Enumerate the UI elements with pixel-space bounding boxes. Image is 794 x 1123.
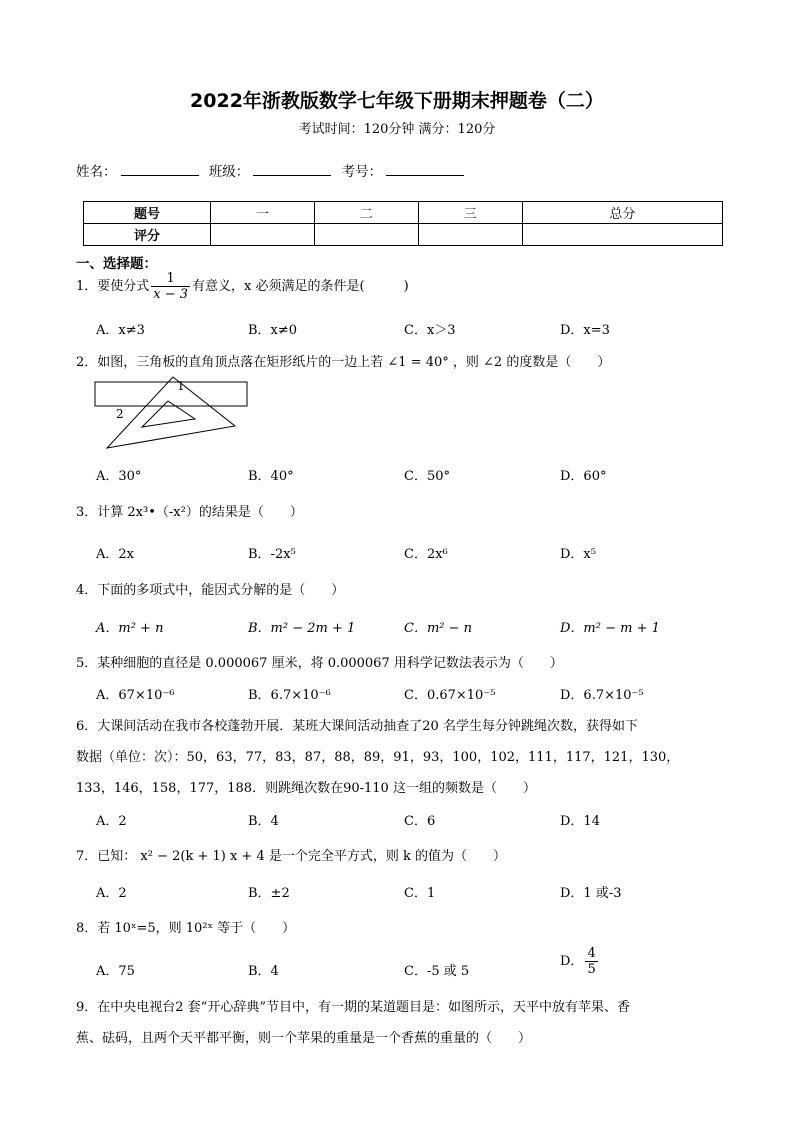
table-row — [84, 224, 723, 246]
option-c: C．-5 或 5 — [404, 964, 470, 979]
table-row — [84, 202, 723, 224]
angle-1-label: 1 — [177, 379, 185, 393]
option-b: B．4 — [248, 814, 279, 829]
triangle-rectangle-figure — [90, 372, 250, 454]
option-a: A．30° — [96, 469, 142, 484]
question-5-stem: 5．某种细胞的直径是 0.000067 厘米，将 0.000067 用科学记数法表示为（ ） — [76, 656, 563, 671]
score-table — [83, 201, 723, 246]
option-a: A．75 — [96, 964, 135, 979]
score-cell[interactable] — [314, 224, 418, 246]
option-d: D．x⁵ — [560, 547, 596, 562]
fraction — [585, 946, 597, 977]
question-7-stem: 7．已知： x² − 2(k + 1) x + 4 是一个完全平方式，则 k 的值为（ ） — [76, 849, 506, 864]
option-b: B．40° — [248, 469, 294, 484]
fraction-numerator: 4 — [587, 946, 596, 961]
option-d-label: D． — [560, 954, 584, 969]
table-cell: 评分 — [84, 224, 211, 246]
score-cell[interactable] — [211, 224, 315, 246]
class-label: 班级： — [208, 164, 250, 180]
student-info-line — [76, 160, 470, 180]
question-6-line-1: 6．大课间活动在我市各校蓬勃开展．某班大课间活动抽查了20 名学生每分钟跳绳次数，获得如下 — [76, 719, 638, 734]
option-c: C．1 — [404, 886, 436, 901]
option-d: D．6.7×10⁻⁵ — [560, 688, 644, 703]
name-label: 姓名： — [76, 164, 117, 180]
option-a: A．2 — [96, 814, 127, 829]
question-6-line-3: 133，146，158，177，188．则跳绳次数在90-110 这一组的频数是（ ） — [76, 781, 536, 796]
option-d — [560, 946, 600, 977]
option-b: B．x≠0 — [248, 323, 298, 338]
option-d: D．x=3 — [560, 323, 610, 338]
option-d: D．60° — [560, 469, 607, 484]
question-text: 1．要使分式 — [76, 279, 150, 294]
option-b: B．±2 — [248, 886, 290, 901]
table-cell: 题号 — [84, 202, 211, 224]
question-4-stem: 4．下面的多项式中，能因式分解的是（ ） — [76, 583, 345, 598]
fraction-denominator: x − 3 — [153, 287, 189, 302]
question-2-stem: 2．如图，三角板的直角顶点落在矩形纸片的一边上若 ∠1 = 40° ，则 ∠2 的度数是（ ） — [76, 355, 611, 370]
question-6-line-2: 数据（单位：次）：50，63，77，83，87，88，89，91，93，100，102，111，117，121，130， — [76, 750, 680, 765]
option-d: D．m² − m + 1 — [560, 621, 660, 636]
score-cell[interactable] — [418, 224, 522, 246]
option-a: A．x≠3 — [96, 323, 145, 338]
question-text: 有意义，x 必须满足的条件是( ) — [192, 279, 409, 294]
page-title: 2022年浙教版数学七年级下册期末押题卷（二） — [190, 90, 604, 112]
fraction — [151, 271, 190, 302]
option-c: C．6 — [404, 814, 436, 829]
name-blank[interactable] — [121, 163, 199, 176]
table-cell: 总分 — [522, 202, 722, 224]
table-cell: 二 — [314, 202, 418, 224]
option-a: A．2x — [96, 547, 134, 562]
option-a: A．2 — [96, 886, 127, 901]
question-1-stem — [76, 271, 409, 302]
option-c: C．m² − n — [404, 621, 473, 636]
option-b: B．4 — [248, 964, 279, 979]
option-c: C．2x⁶ — [404, 547, 448, 562]
option-d: D．14 — [560, 814, 600, 829]
number-label: 考号： — [341, 164, 383, 180]
question-9-line-2: 蕉、砝码，且两个天平都平衡，则一个苹果的重量是一个香蕉的重量的（ ） — [76, 1031, 532, 1046]
section-heading: 一、选择题： — [76, 256, 157, 272]
option-c: C．x＞3 — [404, 323, 456, 338]
option-a: A．m² + n — [96, 621, 164, 636]
score-cell[interactable] — [522, 224, 722, 246]
table-cell: 三 — [418, 202, 522, 224]
angle-2-label: 2 — [116, 407, 124, 421]
fraction-denominator: 5 — [587, 962, 596, 977]
option-b: B．-2x⁵ — [248, 547, 296, 562]
question-9-line-1: 9．在中央电视台2 套“开心辞典”节目中，有一期的某道题目是：如图所示，天平中放有苹果、香 — [76, 1000, 630, 1015]
question-3-stem: 3．计算 2x³•（-x²）的结果是（ ） — [76, 505, 303, 520]
option-b: B．m² − 2m + 1 — [248, 621, 356, 636]
option-c: C．0.67×10⁻⁵ — [404, 688, 496, 703]
exam-info: 考试时间：120分钟 满分：120分 — [298, 122, 496, 137]
number-blank[interactable] — [386, 163, 464, 176]
class-blank[interactable] — [253, 163, 331, 176]
option-a: A．67×10⁻⁶ — [96, 688, 175, 703]
option-b: B．6.7×10⁻⁶ — [248, 688, 331, 703]
question-8-stem: 8．若 10ˣ=5，则 10²ˣ 等于（ ） — [76, 921, 296, 936]
option-c: C．50° — [404, 469, 450, 484]
fraction-numerator: 1 — [151, 271, 190, 287]
option-d: D．1 或-3 — [560, 886, 622, 901]
table-cell: 一 — [211, 202, 315, 224]
